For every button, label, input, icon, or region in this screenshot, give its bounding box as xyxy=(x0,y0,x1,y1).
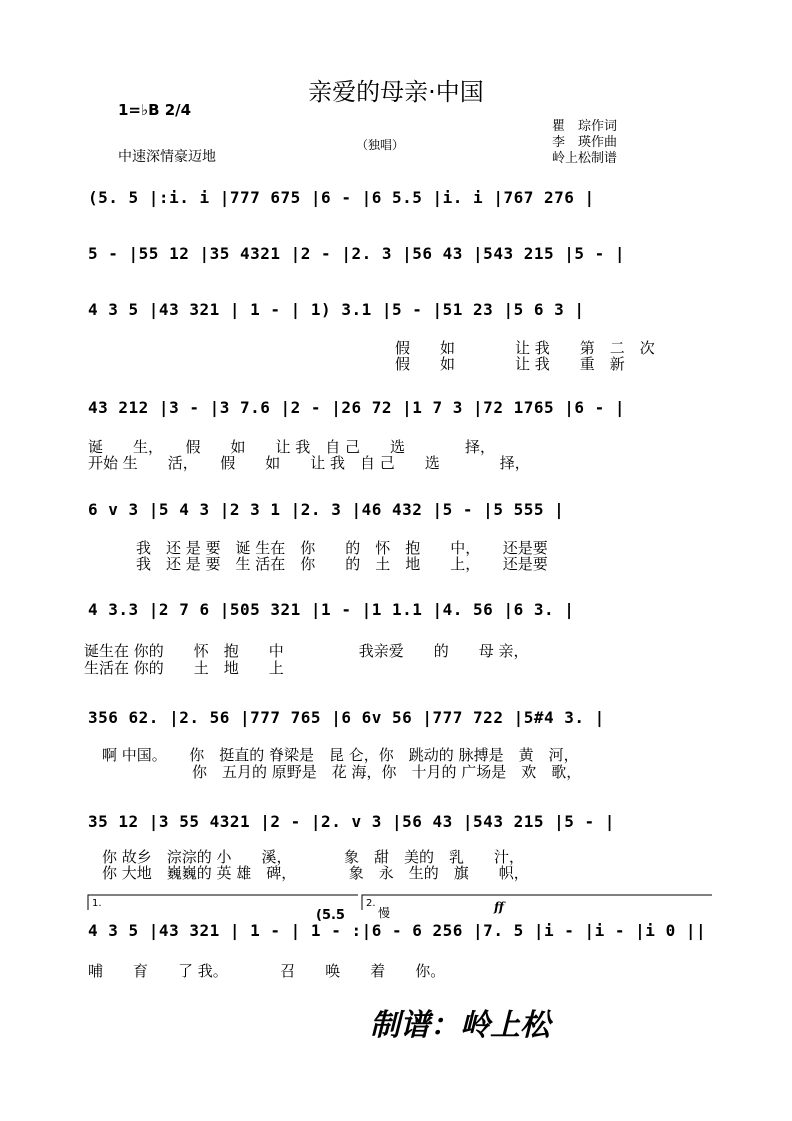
key-signature: 1=♭B 2/4 xyxy=(118,101,192,119)
staff-row-9: 4 3 5 |43 321 | 1 - | 1 - :|6 - 6 256 |7. 5 |i - |i - |i 0 || xyxy=(88,921,707,940)
volta-2-label: 2. xyxy=(366,898,376,909)
staff-row-1: (5. 5 |:i. i |777 675 |6 - |6 5.5 |i. i |767 276 | xyxy=(88,188,595,207)
fortissimo-marking: ff xyxy=(494,900,504,914)
staff-row-5: 6 v 3 |5 4 3 |2 3 1 |2. 3 |46 432 |5 - |5 555 | xyxy=(88,500,565,519)
staff-row-2: 5 - |55 12 |35 4321 |2 - |2. 3 |56 43 |543 215 |5 - | xyxy=(88,244,626,263)
lyric-row-9-verse-1: 哺 育 了 我。 召 唤 着 你。 xyxy=(88,962,446,980)
staff-row-4: 43 212 |3 - |3 7.6 |2 - |26 72 |1 7 3 |72 1765 |6 - | xyxy=(88,398,626,417)
lyric-row-7-verse-2: 你 五月的 原野是 花 海，你 十月的 广场是 欢 歌， xyxy=(102,763,582,781)
transcriber-credit: 岭上松制谱 xyxy=(552,151,618,166)
volta-1-label: 1. xyxy=(92,898,102,909)
lyric-row-6-verse-1: 诞生在 你的 怀 抱 中 我亲爱 的 母 亲， xyxy=(84,642,529,660)
lyric-row-8-verse-2: 你 大地 巍巍的 英 雄 碑， 象 永 生的 旗 帜， xyxy=(102,864,529,882)
slow-marking: 慢 xyxy=(378,906,391,920)
staff-row-6: 4 3.3 |2 7 6 |505 321 |1 - |1 1.1 |4. 56 |6 3. | xyxy=(88,600,575,619)
lyric-row-6-verse-2: 生活在 你的 土 地 上 xyxy=(84,659,284,677)
performance-mode: （独唱） xyxy=(356,138,405,152)
lyric-row-7-verse-1: 啊 中国。 你 挺直的 脊梁是 昆 仑，你 跳动的 脉搏是 黄 河， xyxy=(102,746,579,764)
lyric-row-3-verse-2: 假 如 让 我 重 新 xyxy=(395,355,625,373)
lyric-row-5-verse-2: 我 还 是 要 生 活在 你 的 土 地 上， 还是要 xyxy=(136,555,548,573)
staff-row-3: 4 3 5 |43 321 | 1 - | 1) 3.1 |5 - |51 23 |5 6 3 | xyxy=(88,300,585,319)
song-title: 亲爱的母亲·中国 xyxy=(308,78,484,106)
lyric-row-8-verse-1: 你 故乡 淙淙的 小 溪， 象 甜 美的 乳 汁， xyxy=(102,848,525,866)
composer-credit: 李 瑛作曲 xyxy=(552,135,618,150)
pickup-note: (5.5 xyxy=(316,908,345,923)
lyric-row-5-verse-1: 我 还 是 要 诞 生在 你 的 怀 抱 中， 还是要 xyxy=(136,539,548,557)
lyric-row-4-verse-1: 诞 生， 假 如 让 我 自 己 选 择， xyxy=(88,438,496,456)
staff-row-7: 356 62. |2. 56 |777 765 |6 6v 56 |777 722 |5#4 3. | xyxy=(88,708,605,727)
lyric-row-3-verse-1: 假 如 让 我 第 二 次 xyxy=(395,339,655,357)
lyricist-credit: 瞿 琮作词 xyxy=(552,119,618,134)
tempo-marking: 中速深情豪迈地 xyxy=(118,149,216,165)
transcriber-signature: 制谱：岭上松 xyxy=(370,1008,550,1043)
staff-row-8: 35 12 |3 55 4321 |2 - |2. v 3 |56 43 |543 215 |5 - | xyxy=(88,812,615,831)
lyric-row-4-verse-2: 开始 生 活， 假 如 让 我 自 己 选 择， xyxy=(88,454,530,472)
